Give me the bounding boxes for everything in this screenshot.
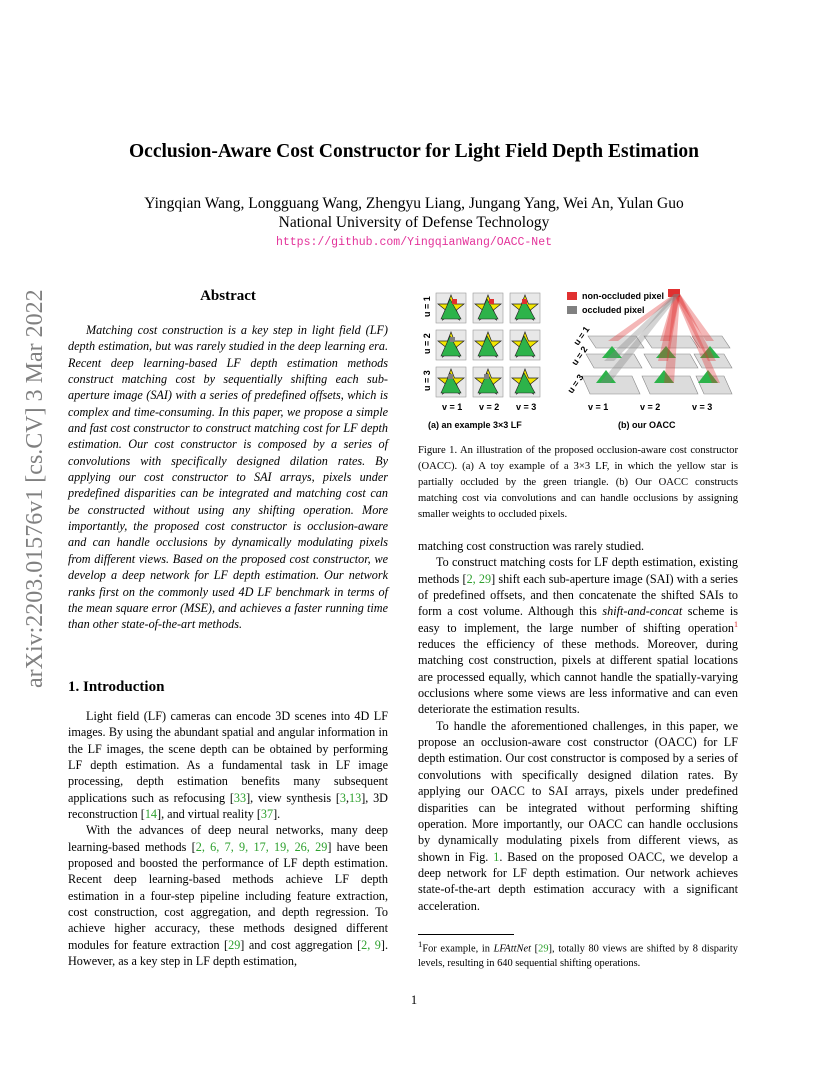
- intro-paragraph-2: With the advances of deep neural networks, many deep learning-based methods [2, 6, 7, 9, 17, 19, 26, 29] have been proposed and boosted the performance of LF depth estimation. Recent deep learning-based methods achieve LF depth estimation in a four-step pipeline including feature extraction, cost construction, cost aggregation, and depth regression. To achieve higher accuracy, these methods designed different modules for feature extraction [29] and cost aggregation [2, 9]. However, as a key step in LF depth estimation,: [68, 823, 389, 969]
- citation-link[interactable]: 29: [228, 937, 241, 952]
- citation-link[interactable]: 13: [349, 790, 362, 805]
- figure-1: [418, 286, 738, 436]
- right-column-body: [418, 538, 738, 914]
- citation-link[interactable]: 14: [144, 807, 158, 822]
- label-v3-a: v = 3: [516, 402, 537, 412]
- footnote-marker[interactable]: 1: [734, 619, 738, 629]
- citation-link[interactable]: 33: [233, 790, 247, 805]
- subcaption-a: (a) an example 3×3 LF: [428, 420, 522, 430]
- arxiv-stamp: [22, 288, 62, 688]
- intro-body: [68, 708, 388, 970]
- affiliation: National University of Defense Technology: [278, 214, 550, 231]
- label-u2-b: u = 2: [569, 344, 590, 368]
- page-number: 1: [410, 993, 418, 1007]
- legend-occluded: occluded pixel: [582, 305, 645, 315]
- figure-1-graphic: [418, 286, 738, 436]
- intro-paragraph-1: Light field (LF) cameras can encode 3D scenes into 4D LF images. By using the abundant spatial and angular information in the LF images, the scene depth can be obtained by performing LF depth estimation. As a fundamental task in LF image processing, depth estimation benefits many subsequent applications such as refocusing [33], view synthesis [3,13], 3D reconstruction [14], and virtual reality [37].: [68, 709, 388, 822]
- footnote-rule: [418, 934, 514, 935]
- figure-ref-link[interactable]: 1: [493, 849, 500, 864]
- footnote: $^1$For example, in LFAttNet [29], totally 80 views are shifted by 8 disparity levels, resulting in 640 sequential shifting operations.: [418, 939, 739, 970]
- citation-link[interactable]: 3: [339, 790, 346, 805]
- citation-link[interactable]: 37: [260, 807, 274, 822]
- abstract-body: [68, 322, 388, 633]
- abstract-heading: Abstract: [200, 288, 256, 304]
- label-v1-a: v = 1: [442, 402, 463, 412]
- right-paragraph-0: matching cost construction was rarely studied.: [418, 539, 645, 553]
- citation-link[interactable]: 2, 9: [361, 937, 381, 952]
- label-u2: u = 2: [422, 333, 432, 354]
- arxiv-stamp-text: arXiv:2203.01576v1 [cs.CV] 3 Mar 2022: [22, 289, 48, 688]
- paper-title: Occlusion-Aware Cost Constructor for Light Field Depth Estimation: [129, 141, 699, 162]
- label-v2-b: v = 2: [640, 402, 661, 412]
- lf-grid-a: [436, 293, 540, 397]
- intro-heading: 1. Introduction: [68, 679, 165, 695]
- right-paragraph-1: To construct matching costs for LF depth estimation, existing methods [2, 29] shift each sub-aperture image (SAI) with a series of predefined offsets, and then concatenate the shifted SAIs to form a cost volume. Although this shift-and-concat scheme is easy to implement, the large number of shifting operation$^1$ reduces the efficiency of these methods. Moreover, during matching cost construction, pixels at different spatial locations are processed equally, which cannot handle the spatially-varying occlusions where some views are less informative and can even deteriorate the estimation results.: [418, 555, 738, 717]
- right-paragraph-2: To handle the aforementioned challenges, in this paper, we propose an occlusion-aware cost constructor (OACC) for LF depth estimation. Our cost constructor is composed by a series of convolutions with specifically designed dilation rates. By applying our OACC to SAI arrays, pixels under predefined disparities can be integrated without performing shifting operation. More importantly, our OACC can handle occlusions by dynamically modulating pixels from different views, as shown in Fig. 1. Based on the proposed OACC, we develop a deep network for LF depth estimation. Our network achieves state-of-the-art depth estimation accuracy with a significant acceleration.: [418, 718, 738, 913]
- label-u3-b: u = 3: [565, 372, 586, 396]
- citation-link[interactable]: 29: [538, 943, 549, 955]
- legend-nonoccluded: non-occluded pixel: [582, 291, 665, 301]
- author-list: Yingqian Wang, Longguang Wang, Zhengyu Liang, Jungang Yang, Wei An, Yulan Guo: [144, 195, 684, 212]
- label-u1-b: u = 1: [571, 324, 592, 348]
- citation-link[interactable]: 2, 29: [466, 571, 492, 586]
- subcaption-b: (b) our OACC: [618, 420, 676, 430]
- citation-link[interactable]: 2, 6, 7, 9, 17, 19, 26, 29: [195, 839, 328, 854]
- label-u1: u = 1: [422, 296, 432, 317]
- oacc-diagram-b: [567, 289, 732, 394]
- label-v3-b: v = 3: [692, 402, 713, 412]
- project-url-link[interactable]: https://github.com/YingqianWang/OACC-Net: [275, 236, 553, 249]
- figure-1-caption: Figure 1. An illustration of the proposed occlusion-aware cost constructor (OACC). (a) A toy example of a 3×3 LF, in which the yellow star is partially occluded by the green triangle. (b) Our OACC constructs matching cost via convolutions and can handle occlusions by assigning smaller weights to occluded pixels.: [418, 445, 738, 520]
- label-v2-a: v = 2: [479, 402, 500, 412]
- label-u3: u = 3: [422, 370, 432, 391]
- abstract-text: Matching cost construction is a key step in light field (LF) depth estimation, but was rarely studied in the deep learning era. Recent deep learning-based LF depth estimation methods construct matching cost by sequentially shifting each sub-aperture image (SAI) with a series of predefined offsets, which is complex and time-consuming. In this paper, we propose a simple and fast cost constructor to construct matching cost for LF depth estimation. Our cost constructor is composed by a series of convolutions with specifically designed dilation rates. By applying our cost constructor to SAI arrays, pixels under predefined disparities can be integrated and matching cost can be constructed without using any shifting operation. More importantly, the proposed cost constructor is occlusion-aware and can handle occlusions by dynamically modulating pixels from different views. Based on the proposed cost constructor, we develop a deep network for LF depth estimation. Our network ranks first on the commonly used 4D LF benchmark in terms of the mean square error (MSE), and achieves a faster running time than other state-of-the-art methods.: [68, 323, 388, 632]
- footnote-number: 1: [418, 939, 423, 949]
- label-v1-b: v = 1: [588, 402, 609, 412]
